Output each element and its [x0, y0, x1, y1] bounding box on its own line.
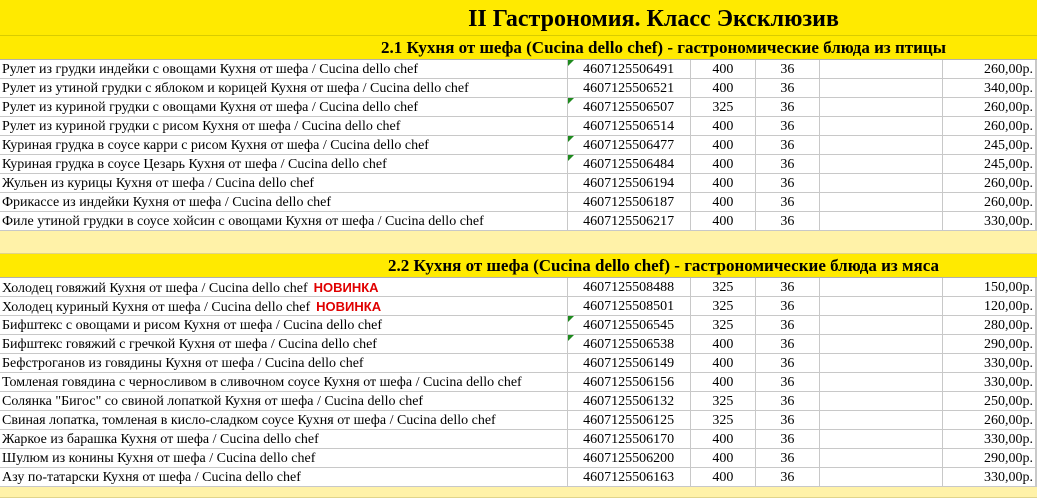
- product-name-cell[interactable]: [0, 98, 568, 116]
- table-row: [0, 212, 1037, 231]
- product-name: Свиная лопатка, томленая в кисло-сладком соусе Кухня от шефа / Cucina dello chef: [2, 413, 496, 428]
- quantity-cell[interactable]: 36: [756, 136, 820, 154]
- product-name: Бефстроганов из говядины Кухня от шефа / Cucina dello chef: [2, 356, 364, 371]
- product-name: Рулет из утиной грудки с яблоком и корицей Кухня от шефа / Cucina dello chef: [2, 81, 469, 96]
- page-title: II Гастрономия. Класс Эксклюзив: [0, 0, 1037, 36]
- empty-cell[interactable]: [820, 297, 943, 315]
- product-name: Куриная грудка в соусе карри с рисом Кухня от шефа / Cucina dello chef: [2, 138, 429, 153]
- weight-cell[interactable]: 400: [691, 335, 757, 353]
- weight-cell[interactable]: 325: [691, 411, 757, 429]
- barcode-cell[interactable]: 4607125506514: [568, 117, 691, 135]
- table-row: [0, 373, 1037, 392]
- weight-cell[interactable]: 400: [691, 155, 757, 173]
- empty-cell[interactable]: [820, 430, 943, 448]
- barcode-cell[interactable]: 4607125506217: [568, 212, 691, 230]
- barcode-cell[interactable]: 4607125506194: [568, 174, 691, 192]
- new-badge: НОВИНКА: [313, 280, 379, 295]
- quantity-cell[interactable]: 36: [756, 79, 820, 97]
- weight-cell[interactable]: 400: [691, 468, 757, 486]
- empty-cell[interactable]: [820, 117, 943, 135]
- product-name-cell[interactable]: [0, 136, 568, 154]
- product-name-cell[interactable]: [0, 155, 568, 173]
- price-cell[interactable]: 330,00р.: [943, 373, 1036, 391]
- product-name: Бифштекс говяжий с гречкой Кухня от шефа / Cucina dello chef: [2, 337, 377, 352]
- product-name: Филе утиной грудки в соусе хойсин с овощами Кухня от шефа / Cucina dello chef: [2, 214, 484, 229]
- table-row: [0, 354, 1037, 373]
- price-cell[interactable]: 330,00р.: [943, 468, 1036, 486]
- table-row: [0, 335, 1037, 354]
- product-name-cell[interactable]: [0, 297, 568, 315]
- table-row: [0, 430, 1037, 449]
- empty-cell[interactable]: [820, 316, 943, 334]
- quantity-cell[interactable]: 36: [756, 430, 820, 448]
- empty-cell[interactable]: [820, 354, 943, 372]
- section-heading-poultry: 2.1 Кухня от шефа (Cucina dello chef) - гастрономические блюда из птицы: [0, 36, 1037, 60]
- product-name-cell[interactable]: [0, 335, 568, 353]
- quantity-cell[interactable]: 36: [756, 316, 820, 334]
- quantity-cell[interactable]: 36: [756, 278, 820, 296]
- table-row: [0, 449, 1037, 468]
- product-name-cell[interactable]: [0, 354, 568, 372]
- product-name: Азу по-татарски Кухня от шефа / Cucina dello chef: [2, 470, 301, 485]
- barcode-cell[interactable]: 4607125506545: [568, 316, 691, 334]
- barcode-cell[interactable]: 4607125508501: [568, 297, 691, 315]
- table-row: [0, 392, 1037, 411]
- barcode-cell[interactable]: 4607125506163: [568, 468, 691, 486]
- table-row: [0, 278, 1037, 297]
- weight-cell[interactable]: 400: [691, 60, 757, 78]
- barcode-cell[interactable]: 4607125506477: [568, 136, 691, 154]
- quantity-cell[interactable]: 36: [756, 155, 820, 173]
- quantity-cell[interactable]: 36: [756, 335, 820, 353]
- table-row: [0, 468, 1037, 487]
- table-row: [0, 155, 1037, 174]
- section-rows-poultry: [0, 60, 1037, 231]
- product-name-cell[interactable]: [0, 468, 568, 486]
- price-cell[interactable]: 290,00р.: [943, 449, 1036, 467]
- weight-cell[interactable]: 325: [691, 297, 757, 315]
- empty-cell[interactable]: [820, 468, 943, 486]
- barcode-cell[interactable]: 4607125506491: [568, 60, 691, 78]
- product-name: Холодец говяжий Кухня от шефа / Cucina dello chef: [2, 281, 308, 296]
- barcode-cell[interactable]: 4607125506538: [568, 335, 691, 353]
- price-cell[interactable]: 330,00р.: [943, 354, 1036, 372]
- product-name-cell[interactable]: [0, 79, 568, 97]
- product-name: Бифштекс с овощами и рисом Кухня от шефа / Cucina dello chef: [2, 318, 382, 333]
- price-cell[interactable]: 260,00р.: [943, 98, 1036, 116]
- section-rows-meat: [0, 278, 1037, 487]
- barcode-cell[interactable]: 4607125506521: [568, 79, 691, 97]
- product-name-cell[interactable]: [0, 174, 568, 192]
- product-name-cell[interactable]: [0, 193, 568, 211]
- table-row: [0, 60, 1037, 79]
- empty-cell[interactable]: [820, 174, 943, 192]
- empty-cell[interactable]: [820, 373, 943, 391]
- product-name: Жульен из курицы Кухня от шефа / Cucina dello chef: [2, 176, 315, 191]
- empty-cell[interactable]: [820, 278, 943, 296]
- quantity-cell[interactable]: 36: [756, 411, 820, 429]
- price-cell[interactable]: 290,00р.: [943, 335, 1036, 353]
- product-name-cell[interactable]: [0, 373, 568, 391]
- price-cell[interactable]: 245,00р.: [943, 136, 1036, 154]
- table-row: [0, 98, 1037, 117]
- section-spacer: [0, 231, 1037, 254]
- product-name: Томленая говядина с черносливом в сливочном соусе Кухня от шефа / Cucina dello chef: [2, 375, 522, 390]
- product-name-cell[interactable]: [0, 430, 568, 448]
- weight-cell[interactable]: 325: [691, 98, 757, 116]
- price-cell[interactable]: 260,00р.: [943, 193, 1036, 211]
- weight-cell[interactable]: 400: [691, 373, 757, 391]
- price-cell[interactable]: 245,00р.: [943, 155, 1036, 173]
- quantity-cell[interactable]: 36: [756, 468, 820, 486]
- barcode-cell[interactable]: 4607125506187: [568, 193, 691, 211]
- product-name-cell[interactable]: [0, 212, 568, 230]
- product-name: Шулюм из конины Кухня от шефа / Cucina dello chef: [2, 451, 316, 466]
- empty-cell[interactable]: [820, 212, 943, 230]
- barcode-cell[interactable]: 4607125506149: [568, 354, 691, 372]
- weight-cell[interactable]: 400: [691, 430, 757, 448]
- quantity-cell[interactable]: 36: [756, 392, 820, 410]
- product-name-cell[interactable]: [0, 60, 568, 78]
- weight-cell[interactable]: 325: [691, 316, 757, 334]
- table-row: [0, 316, 1037, 335]
- barcode-cell[interactable]: 4607125506170: [568, 430, 691, 448]
- empty-cell[interactable]: [820, 60, 943, 78]
- price-cell[interactable]: 260,00р.: [943, 174, 1036, 192]
- quantity-cell[interactable]: 36: [756, 117, 820, 135]
- weight-cell[interactable]: 325: [691, 278, 757, 296]
- quantity-cell[interactable]: 36: [756, 212, 820, 230]
- quantity-cell[interactable]: 36: [756, 297, 820, 315]
- table-row: [0, 117, 1037, 136]
- weight-cell[interactable]: 400: [691, 193, 757, 211]
- product-name: Рулет из грудки индейки с овощами Кухня от шефа / Cucina dello chef: [2, 62, 419, 77]
- empty-cell[interactable]: [820, 98, 943, 116]
- weight-cell[interactable]: 400: [691, 117, 757, 135]
- barcode-cell[interactable]: 4607125508488: [568, 278, 691, 296]
- barcode-cell[interactable]: 4607125506125: [568, 411, 691, 429]
- product-name: Фрикассе из индейки Кухня от шефа / Cucina dello chef: [2, 195, 332, 210]
- product-name-cell[interactable]: [0, 411, 568, 429]
- product-name: Рулет из куриной грудки с рисом Кухня от шефа / Cucina dello chef: [2, 119, 401, 134]
- quantity-cell[interactable]: 36: [756, 449, 820, 467]
- weight-cell[interactable]: 400: [691, 354, 757, 372]
- barcode-cell[interactable]: 4607125506200: [568, 449, 691, 467]
- barcode-cell[interactable]: 4607125506484: [568, 155, 691, 173]
- product-name-cell[interactable]: [0, 278, 568, 296]
- product-name-cell[interactable]: [0, 392, 568, 410]
- barcode-cell[interactable]: 4607125506156: [568, 373, 691, 391]
- price-cell[interactable]: 330,00р.: [943, 212, 1036, 230]
- quantity-cell[interactable]: 36: [756, 373, 820, 391]
- quantity-cell[interactable]: 36: [756, 98, 820, 116]
- empty-cell[interactable]: [820, 79, 943, 97]
- table-row: [0, 411, 1037, 430]
- quantity-cell[interactable]: 36: [756, 60, 820, 78]
- quantity-cell[interactable]: 36: [756, 174, 820, 192]
- barcode-cell[interactable]: 4607125506132: [568, 392, 691, 410]
- weight-cell[interactable]: 400: [691, 212, 757, 230]
- section-heading-meat: 2.2 Кухня от шефа (Cucina dello chef) - гастрономические блюда из мяса: [0, 254, 1037, 278]
- weight-cell[interactable]: 400: [691, 449, 757, 467]
- table-row: [0, 297, 1037, 316]
- empty-cell[interactable]: [820, 449, 943, 467]
- empty-cell[interactable]: [820, 335, 943, 353]
- product-name-cell[interactable]: [0, 449, 568, 467]
- weight-cell[interactable]: 325: [691, 392, 757, 410]
- table-row: [0, 79, 1037, 98]
- table-row: [0, 193, 1037, 212]
- product-name: Рулет из куриной грудки с овощами Кухня от шефа / Cucina dello chef: [2, 100, 418, 115]
- weight-cell[interactable]: 400: [691, 174, 757, 192]
- section-spacer-bottom: [0, 487, 1037, 498]
- price-cell[interactable]: 330,00р.: [943, 430, 1036, 448]
- price-cell[interactable]: 260,00р.: [943, 117, 1036, 135]
- empty-cell[interactable]: [820, 411, 943, 429]
- product-name: Куриная грудка в соусе Цезарь Кухня от шефа / Cucina dello chef: [2, 157, 387, 172]
- price-cell[interactable]: 260,00р.: [943, 411, 1036, 429]
- product-name: Жаркое из барашка Кухня от шефа / Cucina dello chef: [2, 432, 319, 447]
- quantity-cell[interactable]: 36: [756, 354, 820, 372]
- price-cell[interactable]: 120,00р.: [943, 297, 1036, 315]
- empty-cell[interactable]: [820, 136, 943, 154]
- price-cell[interactable]: 150,00р.: [943, 278, 1036, 296]
- table-row: [0, 174, 1037, 193]
- price-cell[interactable]: 280,00р.: [943, 316, 1036, 334]
- table-row: [0, 136, 1037, 155]
- price-cell[interactable]: 340,00р.: [943, 79, 1036, 97]
- product-name: Холодец куриный Кухня от шефа / Cucina dello chef: [2, 300, 311, 315]
- empty-cell[interactable]: [820, 392, 943, 410]
- weight-cell[interactable]: 400: [691, 79, 757, 97]
- product-name-cell[interactable]: [0, 117, 568, 135]
- price-cell[interactable]: 260,00р.: [943, 60, 1036, 78]
- product-name-cell[interactable]: [0, 316, 568, 334]
- empty-cell[interactable]: [820, 193, 943, 211]
- weight-cell[interactable]: 400: [691, 136, 757, 154]
- price-cell[interactable]: 250,00р.: [943, 392, 1036, 410]
- product-name: Солянка "Бигос" со свиной лопаткой Кухня от шефа / Cucina dello chef: [2, 394, 424, 409]
- quantity-cell[interactable]: 36: [756, 193, 820, 211]
- barcode-cell[interactable]: 4607125506507: [568, 98, 691, 116]
- new-badge: НОВИНКА: [316, 299, 382, 314]
- empty-cell[interactable]: [820, 155, 943, 173]
